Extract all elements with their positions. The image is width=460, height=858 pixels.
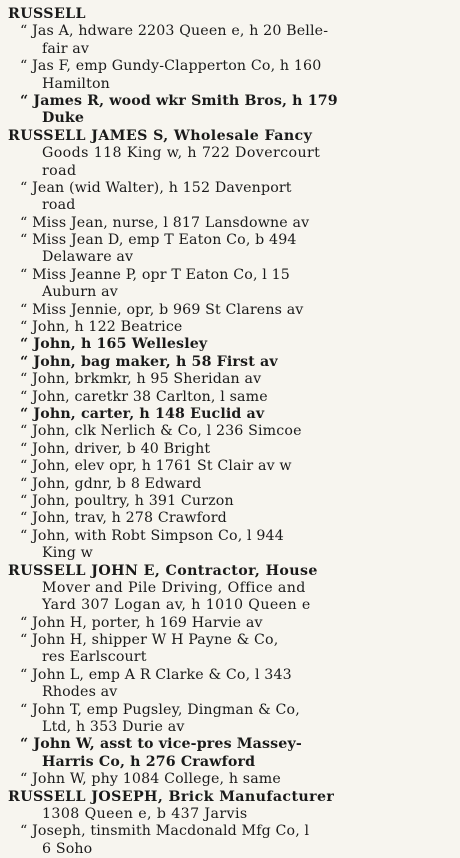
entry-first-line: “ John, driver, b 40 Bright — [20, 440, 211, 457]
entry-first-line: “ John, bag maker, h 58 First av — [20, 353, 278, 370]
directory-entry — [8, 302, 454, 319]
entry-first-line: “ John T, emp Pugsley, Dingman & Co, — [20, 701, 300, 718]
directory-entry — [8, 267, 454, 302]
surname-heading-entry — [8, 789, 454, 824]
entry-first-line: “ James R, wood wkr Smith Bros, h 179 — [20, 92, 338, 109]
entry-continuation-line: Hamilton — [42, 75, 110, 92]
directory-entry — [8, 667, 454, 702]
entry-first-line: “ John, trav, h 278 Crawford — [20, 510, 227, 527]
entry-first-line: “ John, carter, h 148 Euclid av — [20, 405, 265, 422]
entry-first-line: RUSSELL — [8, 6, 86, 22]
entry-first-line: “ John W, phy 1084 College, h same — [20, 771, 281, 788]
directory-entry — [8, 354, 454, 371]
directory-entry — [8, 736, 454, 771]
entry-first-line: RUSSELL JAMES S, Wholesale Fancy — [8, 127, 313, 144]
directory-entry — [8, 476, 454, 493]
entry-continuation-line: Delaware av — [42, 249, 134, 266]
entry-continuation-line: Ltd, h 353 Durie av — [42, 719, 185, 736]
entry-continuation-line: Rhodes av — [42, 684, 118, 701]
entry-first-line: “ John, elev opr, h 1761 St Clair av w — [20, 458, 292, 475]
directory-entry — [8, 23, 454, 58]
entry-continuation-line: Harris Co, h 276 Crawford — [42, 753, 256, 770]
directory-entry — [8, 406, 454, 423]
entry-first-line: “ Joseph, tinsmith Macdonald Mfg Co, l — [20, 823, 310, 840]
entry-first-line: “ Miss Jean D, emp T Eaton Co, b 494 — [20, 232, 297, 249]
entry-first-line: “ John, with Robt Simpson Co, l 944 — [20, 527, 284, 544]
directory-entry — [8, 232, 454, 267]
directory-entry — [8, 493, 454, 510]
directory-entry — [8, 510, 454, 527]
entry-continuation-line: road — [42, 162, 77, 179]
directory-entry — [8, 389, 454, 406]
entry-first-line: “ John W, asst to vice-pres Massey- — [20, 736, 302, 753]
entry-first-line: “ John, gdnr, b 8 Edward — [20, 475, 202, 492]
entry-continuation-line: Yard 307 Logan av, h 1010 Queen e — [42, 597, 311, 614]
surname-heading-entry — [8, 6, 454, 23]
entry-continuation-line: King w — [42, 545, 93, 562]
directory-entry — [8, 771, 454, 788]
directory-entry — [8, 423, 454, 440]
entry-continuation-line: 6 Soho — [42, 840, 93, 857]
entry-first-line: “ Jean (wid Walter), h 152 Davenport — [20, 179, 292, 196]
directory-entry — [8, 632, 454, 667]
directory-entry — [8, 615, 454, 632]
entry-first-line: “ John, brkmkr, h 95 Sheridan av — [20, 371, 262, 388]
entry-first-line: “ Jas A, hdware 2203 Queen e, h 20 Belle- — [20, 23, 329, 40]
directory-entry — [8, 319, 454, 336]
entry-first-line: “ John H, porter, h 169 Harvie av — [20, 614, 263, 631]
surname-heading-entry — [8, 563, 454, 615]
directory-entry — [8, 180, 454, 215]
entry-continuation-line: fair av — [42, 40, 90, 57]
entry-continuation-line: road — [42, 197, 76, 214]
entry-first-line: “ John, poultry, h 391 Curzon — [20, 492, 234, 509]
surname-heading-entry — [8, 128, 454, 180]
directory-entry — [8, 371, 454, 388]
entry-first-line: “ John, h 122 Beatrice — [20, 319, 183, 336]
entry-first-line: “ Miss Jean, nurse, l 817 Lansdowne av — [20, 214, 310, 231]
entry-continuation-line: res Earlscourt — [42, 649, 147, 666]
directory-entry — [8, 336, 454, 353]
entry-first-line: “ John H, shipper W H Payne & Co, — [20, 632, 279, 649]
directory-entry — [8, 58, 454, 93]
entry-first-line: “ John, clk Nerlich & Co, l 236 Simcoe — [20, 423, 302, 440]
entry-continuation-line: 1308 Queen e, b 437 Jarvis — [42, 805, 248, 822]
entry-continuation-line: Goods 118 King w, h 722 Dovercourt — [42, 145, 321, 162]
directory-entry — [8, 528, 454, 563]
entry-first-line: “ Jas F, emp Gundy-Clapperton Co, h 160 — [20, 58, 322, 75]
directory-entry — [8, 702, 454, 737]
directory-entry — [8, 441, 454, 458]
entry-first-line: “ John, caretkr 38 Carlton, l same — [20, 388, 268, 405]
entry-first-line: RUSSELL JOSEPH, Brick Manufacturer — [8, 788, 335, 805]
directory-entry — [8, 93, 454, 128]
directory-entry — [8, 823, 454, 858]
entry-continuation-line: Duke — [42, 110, 85, 127]
entry-continuation-line: Mover and Pile Driving, Office and — [42, 579, 306, 596]
directory-entry — [8, 215, 454, 232]
entry-first-line: “ Miss Jennie, opr, b 969 St Clarens av — [20, 301, 304, 318]
entry-first-line: “ John, h 165 Wellesley — [20, 336, 208, 353]
entry-continuation-line: Auburn av — [42, 284, 118, 301]
entry-first-line: “ John L, emp A R Clarke & Co, l 343 — [20, 666, 292, 683]
directory-entry — [8, 458, 454, 475]
entry-first-line: RUSSELL JOHN E, Contractor, House — [8, 562, 318, 579]
entry-first-line: “ Miss Jeanne P, opr T Eaton Co, l 15 — [20, 266, 290, 283]
